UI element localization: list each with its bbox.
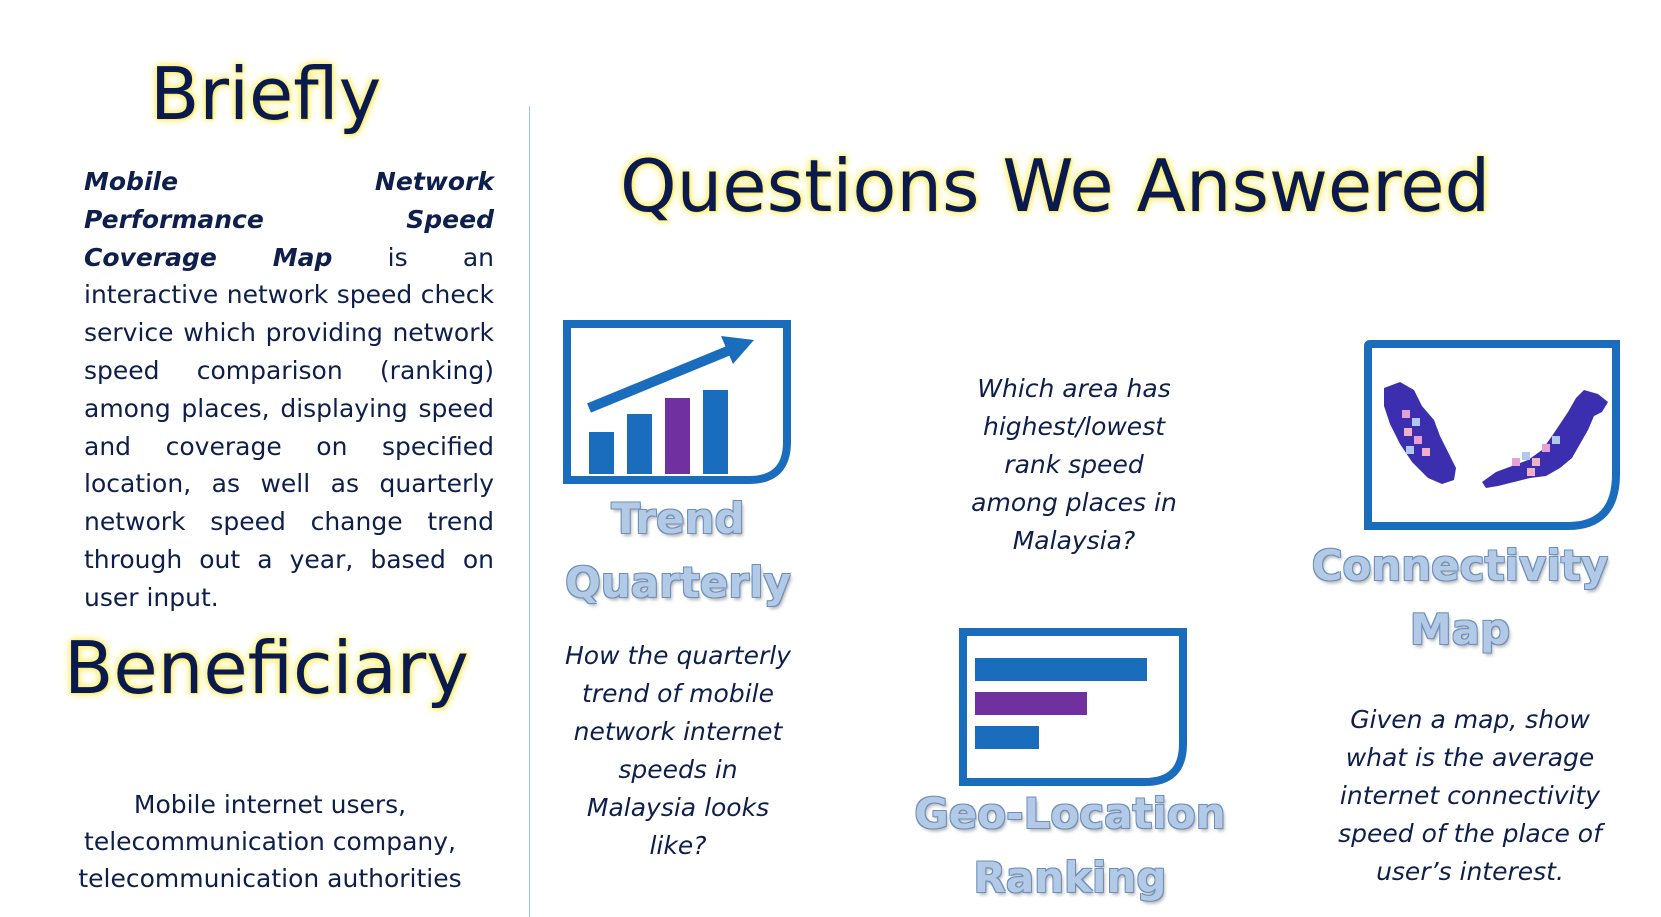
trend-title-line1: Trend xyxy=(611,494,745,543)
ranking-title-line2: Ranking xyxy=(973,853,1167,902)
beneficiary-line: telecommunication authorities xyxy=(78,864,462,893)
briefly-description xyxy=(84,163,494,617)
geo-location-ranking-title xyxy=(900,782,1240,910)
beneficiary-line: Mobile internet users, xyxy=(133,790,407,819)
column-divider xyxy=(529,106,530,917)
beneficiary-list xyxy=(60,786,480,897)
trend-quarterly-title xyxy=(560,487,796,615)
briefly-body: is an interactive network speed check service which providing network speed comparison (ranking) among places, displaying speed and coverage on specified location, as well as quarterly network speed change trend through out a year, based on user input. xyxy=(84,242,494,612)
connectivity-title-line1: Connectivity xyxy=(1311,541,1609,590)
questions-heading: Questions We Answered xyxy=(620,144,1491,228)
beneficiary-line: telecommunication company, xyxy=(84,827,456,856)
ranking-chart-icon xyxy=(957,628,1189,788)
ranking-title-line1: Geo-Location xyxy=(914,789,1226,838)
ranking-question: Which area has highest/lowest rank speed among places in Malaysia? xyxy=(971,374,1177,555)
trend-chart-icon xyxy=(561,320,793,486)
trend-title-line2: Quarterly xyxy=(565,558,791,607)
malaysia-map-icon xyxy=(1362,340,1622,532)
connectivity-map-title xyxy=(1290,534,1630,662)
connectivity-question: Given a map, show what is the average internet connectivity speed of the place of user’s interest. xyxy=(1338,705,1602,886)
connectivity-title-line2: Map xyxy=(1409,605,1511,654)
beneficiary-heading: Beneficiary xyxy=(64,626,469,710)
trend-question: How the quarterly trend of mobile network internet speeds in Malaysia looks like? xyxy=(565,641,791,860)
product-name: Mobile Network Performance Speed Coverage Map xyxy=(84,167,494,272)
briefly-heading: Briefly xyxy=(150,52,382,136)
